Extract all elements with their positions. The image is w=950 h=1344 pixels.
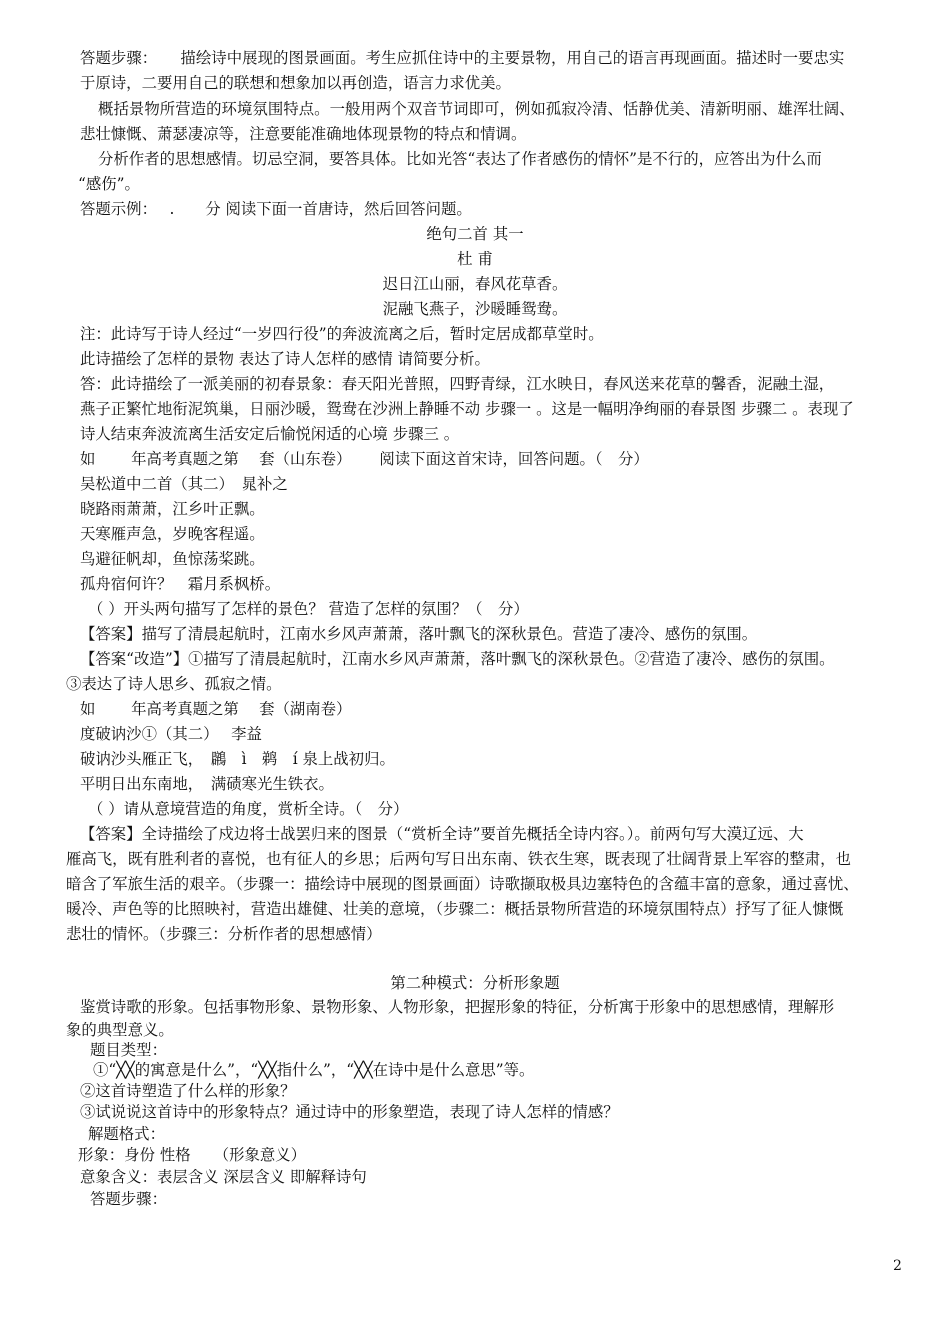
text-line: 答题步骤： 描绘诗中展现的图景画面。考生应抓住诗中的主要景物，用自己的语言再现画面。描述时一要忠实 bbox=[80, 49, 845, 67]
answer-line: 雁高飞，既有胜利者的喜悦，也有征人的乡思；后两句写日出东南、铁衣生寒，既表现了壮阔背景上军容的整肃，也 bbox=[66, 850, 851, 868]
text-line: 此诗描绘了怎样的景物 表达了诗人怎样的感情 请简要分析。 bbox=[80, 350, 490, 368]
text-line: 如 年高考真题之第 套（山东卷） 阅读下面这首宋诗，回答问题。（ 分） bbox=[80, 450, 649, 468]
poem-line: 平明日出东南地， 满碛寒光生铁衣。 bbox=[80, 775, 334, 793]
answer-line: 悲壮的情怀。（步骤三：分析作者的思想感情） bbox=[66, 925, 382, 943]
text-line: 解题格式： bbox=[88, 1125, 165, 1143]
text-line: 概括景物所营造的环境氛围特点。一般用两个双音节词即可，例如孤寂冷清、恬静优美、清新明丽、雄浑壮阔、 bbox=[98, 100, 855, 118]
poem-line: 孤舟宿何许？ 霜月系枫桥。 bbox=[80, 575, 281, 593]
text-line: 于原诗，二要用自己的联想和想象加以再创造，语言力求优美。 bbox=[80, 74, 511, 92]
text-line: 分析作者的思想感情。切忌空洞，要答具体。比如光答“表达了作者感伤的情怀”是不行的，应答出为什么而 bbox=[98, 150, 822, 168]
text-line: 答：此诗描绘了一派美丽的初春景象：春天阳光普照，四野青绿，江水映日，春风送来花草的馨香，泥融土湿， bbox=[80, 375, 835, 393]
list-item: ①“╳╳的寓意是什么”，“╳╳指什么”，“╳╳在诗中是什么意思”等。 bbox=[93, 1061, 535, 1079]
text-line: 悲壮慷慨、萧瑟凄凉等，注意要能准确地体现景物的特点和情调。 bbox=[80, 125, 527, 143]
text-line: 答题步骤： bbox=[90, 1190, 167, 1208]
poem-line: 晓路雨萧萧，江乡叶正飘。 bbox=[80, 500, 265, 518]
answer-line: 【答案】描写了清晨起航时，江南水乡风声萧萧，落叶飘飞的深秋景色。营造了凄冷、感伤的氛围。 bbox=[80, 625, 758, 643]
page-number: 2 bbox=[893, 1258, 902, 1274]
poem-title: 绝句二首 其一 bbox=[426, 225, 524, 243]
answer-line: ③表达了诗人思乡、孤寂之情。 bbox=[66, 675, 282, 693]
text-line: 鉴赏诗歌的形象。包括事物形象、景物形象、人物形象，把握形象的特征，分析寓于形象中的思想感情，理解形 bbox=[80, 998, 835, 1016]
poem-line: 泥融飞燕子，沙暖睡鸳鸯。 bbox=[382, 300, 568, 318]
poem-line: 鸟避征帆却，鱼惊荡桨跳。 bbox=[80, 550, 265, 568]
text-line: 象的典型意义。 bbox=[66, 1021, 174, 1039]
list-item: ③试说说这首诗中的形象特点？通过诗中的形象塑造，表现了诗人怎样的情感？ bbox=[80, 1103, 619, 1121]
poem-line: 迟日江山丽，春风花草香。 bbox=[382, 275, 568, 293]
poem-author: 杜 甫 bbox=[457, 250, 493, 268]
text-line: 注：此诗写于诗人经过“一岁四行役”的奔波流离之后，暂时定居成都草堂时。 bbox=[80, 325, 604, 343]
text-line: “感伤”。 bbox=[78, 175, 140, 193]
text-line: 答题示例： . 分 阅读下面一首唐诗，然后回答问题。 bbox=[80, 200, 472, 218]
poem-line: 天寒雁声急，岁晚客程遥。 bbox=[80, 525, 265, 543]
answer-line: 暗含了军旅生活的艰辛。（步骤一：描绘诗中展现的图景画面）诗歌撷取极具边塞特色的含蕴丰富的意象，通过喜忧、 bbox=[66, 875, 859, 893]
answer-line: 【答案】全诗描绘了戍边将士战罢归来的图景（“赏析全诗”要首先概括全诗内容。）。前两句写大漠辽远、大 bbox=[80, 825, 804, 843]
answer-line: 暖冷、声色等的比照映衬，营造出雄健、壮美的意境，（步骤二：概括景物所营造的环境氛围特点）抒写了征人慷慨 bbox=[66, 900, 844, 918]
list-item: ②这首诗塑造了什么样的形象？ bbox=[80, 1082, 296, 1100]
text-line: 形象：身份 性格 （形象意义） bbox=[78, 1146, 307, 1164]
text-line: 度破讷沙①（其二） 李益 bbox=[80, 725, 262, 743]
text-line: 意象含义：表层含义 深层含义 即解释诗句 bbox=[80, 1168, 367, 1186]
text-line: 吴松道中二首（其二） 晁补之 bbox=[80, 475, 288, 493]
poem-line: 破讷沙头雁正飞， 鸊 ì 鹈 í 泉上战初归。 bbox=[80, 750, 395, 768]
text-line: 如 年高考真题之第 套（湖南卷） bbox=[80, 700, 352, 718]
text-line: 诗人结束奔波流离生活安定后愉悦闲适的心境 步骤三 。 bbox=[80, 425, 460, 443]
text-line: 燕子正繁忙地衔泥筑巢，日丽沙暖，鸳鸯在沙洲上静睡不动 步骤一 。这是一幅明净绚丽的春景图 步骤二 。表现了 bbox=[80, 400, 854, 418]
text-line: 题目类型： bbox=[90, 1041, 167, 1059]
question-line: （ ）开头两句描写了怎样的景色？ 营造了怎样的氛围？（ 分） bbox=[88, 600, 529, 618]
answer-line: 【答案“改造”】①描写了清晨起航时，江南水乡风声萧萧，落叶飘飞的深秋景色。②营造了凄冷、感伤的氛围。 bbox=[80, 650, 835, 668]
question-line: （ ）请从意境营造的角度，赏析全诗。（ 分） bbox=[88, 800, 409, 818]
section-heading: 第二种模式：分析形象题 bbox=[390, 974, 560, 992]
